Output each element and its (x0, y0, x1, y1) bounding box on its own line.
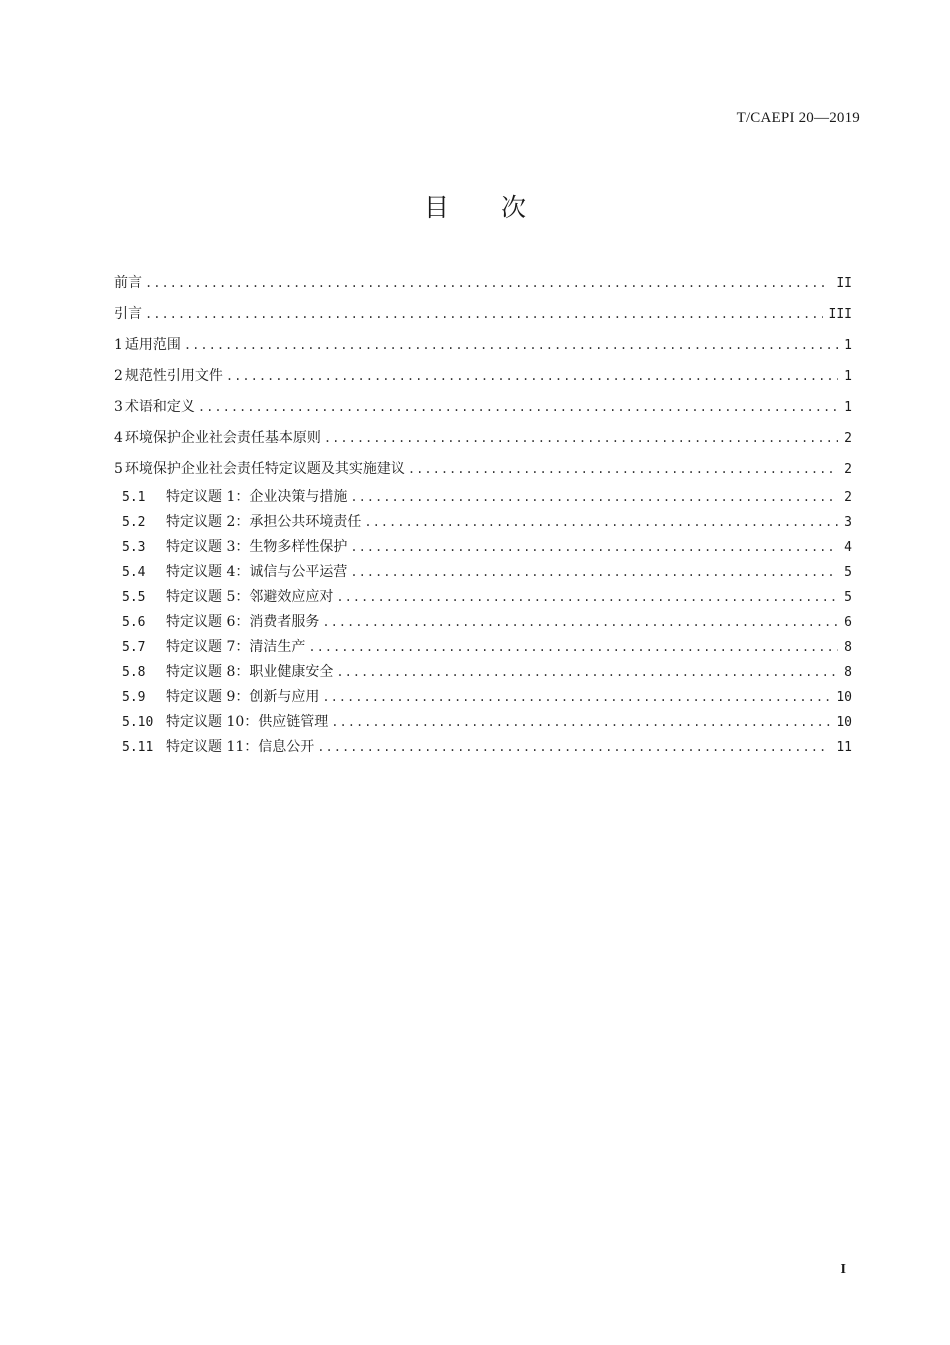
toc-entry[interactable] (114, 392, 852, 423)
toc-entry-page: 10 (836, 715, 852, 730)
toc-dot-leader (350, 535, 838, 560)
toc-entry-label: 引言 (114, 306, 142, 322)
toc-entry-page: 8 (844, 640, 852, 655)
toc-entry-label: 特定议题 10：供应链管理 (166, 714, 329, 730)
toc-entry[interactable] (114, 710, 852, 735)
toc-entry-label: 特定议题 4：诚信与公平运营 (166, 564, 348, 580)
toc-dot-leader (336, 660, 838, 685)
toc-entry-label: 特定议题 7：清洁生产 (166, 639, 306, 655)
toc-entry-label: 前言 (114, 275, 142, 291)
toc-entry-label: 特定议题 6：消费者服务 (166, 614, 320, 630)
toc-entry-number: 5.2 (122, 515, 146, 530)
toc-entry[interactable] (114, 735, 852, 760)
toc-dot-leader (350, 485, 838, 510)
toc-entry[interactable] (114, 610, 852, 635)
toc-entry-page: 3 (844, 515, 852, 530)
toc-entry-number: 1 (114, 337, 123, 353)
toc-dot-leader (184, 330, 838, 361)
toc-entry-label: 环境保护企业社会责任基本原则 (124, 430, 321, 446)
toc-dot-leader (198, 392, 838, 423)
toc-entry-page: 5 (844, 590, 852, 605)
toc-entry-label: 特定议题 9：创新与应用 (166, 689, 320, 705)
page-number: I (840, 1262, 846, 1277)
toc-dot-leader (350, 560, 838, 585)
toc-entry-label: 环境保护企业社会责任特定议题及其实施建议 (124, 461, 405, 477)
toc-entry[interactable] (114, 585, 852, 610)
toc-dot-leader (308, 635, 838, 660)
toc-entry[interactable] (114, 423, 852, 454)
toc-entry[interactable] (114, 485, 852, 510)
toc-entry-label: 术语和定义 (124, 399, 195, 415)
page-title: 目 次 (424, 193, 548, 222)
toc-entry-number: 5.3 (122, 540, 146, 555)
toc-entry-number: 5.5 (122, 590, 146, 605)
toc-entry-number: 5.8 (122, 665, 146, 680)
toc-entry-number: 5.4 (122, 565, 146, 580)
toc-entry-page: 1 (844, 338, 852, 353)
toc-entry-number: 3 (114, 399, 123, 415)
toc-entry-number: 5.6 (122, 615, 146, 630)
toc-entry-number: 5.9 (122, 690, 146, 705)
toc-entry-label: 适用范围 (124, 337, 181, 353)
toc-entry[interactable] (114, 560, 852, 585)
toc-dot-leader (226, 361, 838, 392)
toc-dot-leader (317, 735, 830, 760)
toc-entry[interactable] (114, 268, 852, 299)
toc-entry[interactable] (114, 299, 852, 330)
toc-entry[interactable] (114, 361, 852, 392)
toc-entry-page: II (836, 276, 852, 291)
toc-entry-page: 6 (844, 615, 852, 630)
toc-dot-leader (322, 685, 830, 710)
toc-entry-label: 特定议题 1：企业决策与措施 (166, 489, 348, 505)
toc-entry-label: 特定议题 8：职业健康安全 (166, 664, 334, 680)
toc-entry-label: 特定议题 11：信息公开 (166, 739, 315, 755)
toc-entry[interactable] (114, 635, 852, 660)
toc-dot-leader (408, 454, 838, 485)
toc-entry-page: 1 (844, 400, 852, 415)
toc-dot-leader (145, 299, 823, 330)
toc-entry-number: 5 (114, 461, 123, 477)
toc-entry-number: 4 (114, 430, 123, 446)
toc-entry[interactable] (114, 510, 852, 535)
toc-entry-number: 2 (114, 368, 123, 384)
toc-entry-page: 2 (844, 490, 852, 505)
toc-dot-leader (336, 585, 838, 610)
toc-dot-leader (364, 510, 838, 535)
toc-entry-label: 规范性引用文件 (124, 368, 223, 384)
toc-entry-page: 11 (836, 740, 852, 755)
toc-entry-label: 特定议题 5：邻避效应应对 (166, 589, 334, 605)
toc-entry-page: 5 (844, 565, 852, 580)
toc-entry[interactable] (114, 454, 852, 485)
table-of-contents (114, 268, 852, 760)
toc-dot-leader (145, 268, 830, 299)
toc-entry-page: 10 (836, 690, 852, 705)
toc-entry[interactable] (114, 535, 852, 560)
toc-dot-leader (331, 710, 830, 735)
toc-entry-number: 5.1 (122, 490, 146, 505)
toc-entry-page: 8 (844, 665, 852, 680)
toc-entry-page: 2 (844, 431, 852, 446)
document-code: T/CAEPI 20—2019 (736, 110, 860, 126)
toc-entry-number: 5.11 (122, 740, 154, 755)
toc-dot-leader (322, 610, 838, 635)
toc-entry-label: 特定议题 2：承担公共环境责任 (166, 514, 362, 530)
toc-entry-number: 5.7 (122, 640, 146, 655)
toc-dot-leader (324, 423, 838, 454)
toc-entry-number: 5.10 (122, 715, 154, 730)
toc-entry-page: 4 (844, 540, 852, 555)
toc-entry-page: 2 (844, 462, 852, 477)
toc-entry-label: 特定议题 3：生物多样性保护 (166, 539, 348, 555)
toc-entry-page: 1 (844, 369, 852, 384)
toc-entry[interactable] (114, 660, 852, 685)
toc-entry[interactable] (114, 685, 852, 710)
toc-entry-page: III (828, 307, 852, 322)
toc-entry[interactable] (114, 330, 852, 361)
